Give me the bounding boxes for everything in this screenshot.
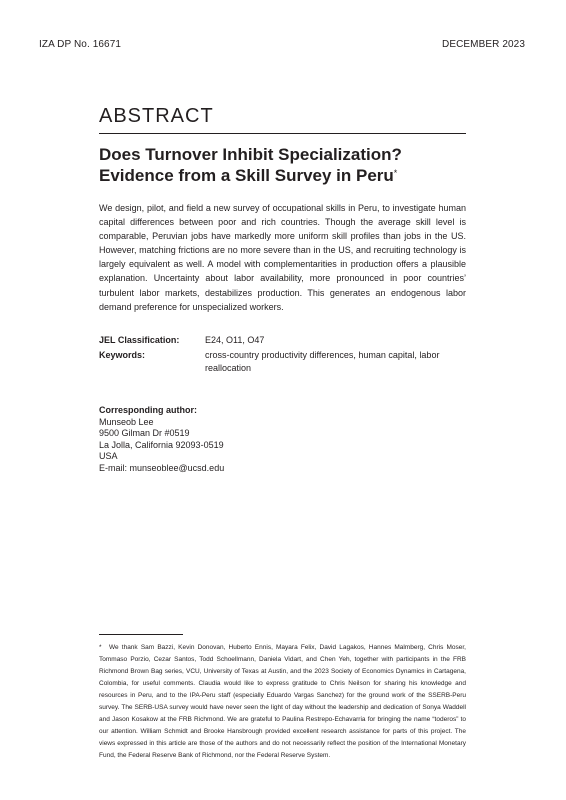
paper-series-number: IZA DP No. 16671 — [39, 39, 122, 50]
publication-date: DECEMBER 2023 — [442, 39, 525, 50]
footnote-mark: * — [99, 644, 102, 651]
paper-title-line-2: Evidence from a Skill Survey in Peru — [99, 166, 394, 185]
abstract-heading: ABSTRACT — [99, 105, 214, 127]
acknowledgements-footnote — [99, 642, 466, 762]
author-country: USA — [99, 451, 118, 461]
paper-title-line-1: Does Turnover Inhibit Specialization? — [99, 145, 402, 164]
abstract-text: We design, pilot, and field a new survey of occupational skills in Peru, to investigate human capital differences between poor and rich countries. Though the average skill level is comparable, Peruvian jobs have markedly more uniform skill profiles than jobs in the US. However, matching frictions are no more severe than in the US, and recruiting technology is largely equivalent as well. A model with complementarities in production offers a plausible explanation. Uncertainty about labor availability, more pronounced in poor countries’ turbulent labor markets, destabilizes production. This generates an endogenous labor demand preference for unspecialized workers. — [99, 203, 466, 312]
title-footnote-mark[interactable]: * — [393, 168, 398, 178]
jel-label: JEL Classification: — [99, 335, 180, 345]
author-email[interactable]: E-mail: munseoblee@ucsd.edu — [99, 462, 225, 473]
keywords-list: cross-country productivity differences, human capital, labor reallocation — [205, 350, 440, 373]
heading-divider — [99, 133, 466, 134]
author-name: Munseob Lee — [99, 416, 154, 427]
corresponding-author-block — [99, 405, 224, 474]
author-street: 9500 Gilman Dr #0519 — [99, 428, 190, 438]
jel-codes: E24, O11, O47 — [205, 335, 265, 345]
author-city: La Jolla, California 92093-0519 — [99, 439, 224, 450]
corresponding-author-label: Corresponding author: — [99, 405, 197, 415]
keywords-label: Keywords: — [99, 350, 146, 360]
footnote-divider — [99, 634, 183, 635]
footnote-text: We thank Sam Bazzi, Kevin Donovan, Huberto Ennis, Mayara Felix, David Lagakos, Hannes Malmberg, Chris Moser, Tommaso Porzio, Cezar Santos, Todd Schoellmann, Daniela Vidart, and Chen Yeh, together with participants in the FRB Richmond Brown Bag series, VCU, University of Texas at Austin, and the 2023 Society of Economics Dynamics in Cartagena, Colombia, for useful comments. Claudia would like to express gratitude to Chris Neilson for sharing his knowledge and resources in Peru, and to the IPA-Peru staff (especially Eduardo Vargas Sanchez) for the ground work of the SSERB-Peru survey. The SERB-USA survey would have never seen the light of day without the leadership and dedication of Sonya Waddell and Jason Kosakow at the FRB Richmond. We are grateful to Paulina Restrepo-Echavarria for bringing the name “toderos” to our attention. William Schmidt and Brooke Hansbrough provided excellent research assistance for parts of this project. The views expressed in this article are those of the authors and do not necessarily reflect the position of the International Monetary Fund, the Federal Reserve Bank of Richmond, nor the Federal Reserve System. — [99, 644, 466, 759]
paper-title — [99, 144, 469, 186]
